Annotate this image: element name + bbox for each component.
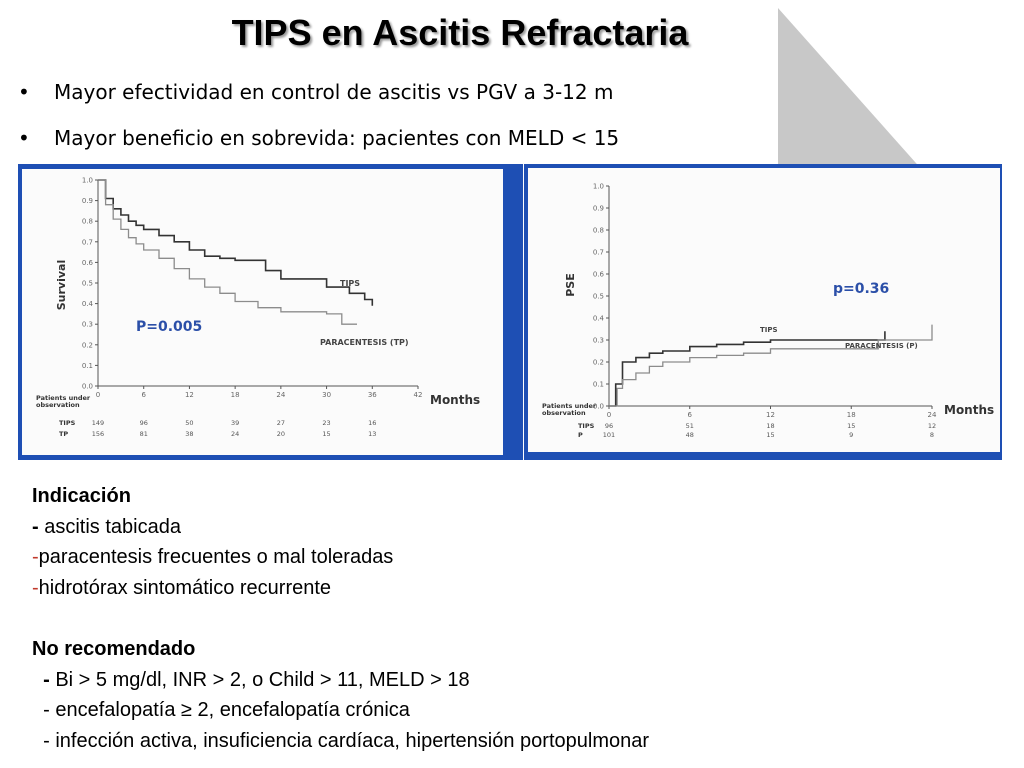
- risk-table-value: 27: [276, 419, 285, 427]
- risk-table-header: Patients under: [36, 394, 91, 402]
- risk-table-value: 9: [849, 431, 854, 439]
- chart-panel-pse: [524, 164, 1002, 460]
- risk-table-row-label: TIPS: [59, 419, 76, 427]
- risk-table-value: 48: [685, 431, 694, 439]
- y-tick-label: 0.6: [592, 270, 604, 279]
- indicacion-item: [32, 542, 649, 573]
- risk-table-value: 8: [929, 431, 935, 439]
- y-tick-label: 0.5: [81, 279, 93, 288]
- x-tick-label: 0: [95, 391, 101, 399]
- y-tick-label: 0.8: [592, 226, 604, 235]
- no-recomendado-text: Bi > 5 mg/dl, INR > 2, o Child > 11, MELD > 18: [55, 668, 470, 691]
- p-value-annotation: p=0.36: [833, 281, 890, 297]
- dash: -: [32, 576, 39, 599]
- risk-table-value: 149: [91, 419, 105, 427]
- y-tick-label: 0.2: [81, 341, 93, 350]
- spacer: [32, 603, 649, 634]
- x-tick-label: 42: [413, 391, 423, 399]
- y-tick-label: 0.0: [81, 382, 93, 391]
- risk-table-value: 13: [368, 430, 377, 438]
- risk-table-value: 16: [368, 419, 377, 427]
- chart-panel-survival: [18, 164, 523, 460]
- indicacion-text: ascitis tabicada: [44, 515, 181, 538]
- y-tick-label: 0.3: [592, 336, 604, 345]
- series-label: PARACENTESIS (P): [845, 342, 918, 350]
- risk-table-value: 15: [766, 431, 775, 439]
- y-tick-label: 0.9: [81, 197, 93, 206]
- risk-table-value: 38: [185, 430, 194, 438]
- dash: -: [32, 729, 56, 752]
- risk-table-value: 18: [766, 422, 775, 430]
- pse-chart: [524, 164, 1002, 460]
- risk-table-value: 96: [604, 422, 614, 430]
- risk-table-value: 15: [322, 430, 331, 438]
- risk-table-value: 12: [927, 422, 937, 430]
- y-tick-label: 0.0: [592, 402, 604, 411]
- y-tick-label: 0.4: [81, 300, 93, 309]
- y-axis-label: Survival: [55, 259, 68, 311]
- risk-table-value: 96: [139, 419, 148, 427]
- bullet-dot-icon: •: [18, 126, 30, 150]
- risk-table-value: 15: [847, 422, 856, 430]
- x-tick-label: 0: [606, 411, 612, 419]
- no-recomendado-heading: No recomendado: [32, 638, 196, 660]
- x-tick-label: 18: [846, 411, 856, 419]
- y-tick-label: 0.6: [81, 258, 93, 267]
- risk-table-value: 156: [91, 430, 105, 438]
- y-tick-label: 0.4: [592, 314, 604, 323]
- indicacion-item: [32, 573, 649, 604]
- y-tick-label: 1.0: [81, 176, 93, 185]
- y-tick-label: 0.1: [81, 361, 93, 370]
- y-tick-label: 0.7: [592, 248, 604, 257]
- x-tick-label: 30: [322, 391, 332, 399]
- y-tick-label: 0.2: [592, 358, 604, 367]
- indicacion-item: [32, 512, 649, 543]
- risk-table-header: observation: [36, 401, 80, 409]
- y-tick-label: 0.1: [592, 380, 604, 389]
- risk-table-value: 23: [322, 419, 331, 427]
- risk-table-row-label: TP: [59, 430, 69, 438]
- bullet-text: Mayor beneficio en sobrevida: pacientes con MELD < 15: [54, 126, 620, 150]
- series-label: TIPS: [760, 326, 778, 334]
- indicacion-text: hidrotórax sintomático recurrente: [38, 576, 332, 599]
- risk-table-value: 81: [139, 430, 148, 438]
- risk-table-value: 51: [685, 422, 694, 430]
- x-tick-label: 6: [687, 411, 692, 419]
- dash: -: [32, 699, 56, 721]
- risk-table-value: 39: [231, 419, 240, 427]
- y-tick-label: 0.7: [81, 238, 93, 247]
- risk-table-value: 24: [231, 430, 240, 438]
- indicacion-heading: Indicación: [32, 485, 131, 507]
- dash: -: [32, 546, 39, 568]
- bullet-item: [18, 76, 619, 122]
- x-axis-label: Months: [944, 403, 995, 417]
- risk-table-value: 101: [602, 431, 616, 439]
- slide-title: TIPS en Ascitis Refractaria: [231, 12, 689, 53]
- bullet-list: [18, 76, 619, 168]
- no-recomendado-item: [32, 695, 649, 726]
- survival-chart: [18, 164, 523, 460]
- bullet-dot-icon: •: [18, 80, 30, 104]
- chart-background: [22, 169, 503, 455]
- y-tick-label: 0.5: [592, 292, 604, 301]
- x-axis-label: Months: [430, 393, 481, 407]
- y-tick-label: 0.3: [81, 320, 93, 329]
- risk-table-header: observation: [542, 409, 586, 417]
- no-recomendado-item: [32, 665, 649, 696]
- x-tick-label: 12: [766, 411, 775, 419]
- notes-block: [32, 481, 649, 756]
- bullet-item: [18, 122, 619, 168]
- no-recomendado-text: infección activa, insuficiencia cardíaca, hipertensión portopulmonar: [55, 729, 650, 752]
- x-tick-label: 18: [230, 391, 240, 399]
- no-recomendado-item: [32, 726, 649, 757]
- risk-table-header: Patients under: [542, 402, 597, 410]
- risk-table-row-label: TIPS: [578, 422, 595, 430]
- p-value-annotation: P=0.005: [136, 319, 203, 335]
- x-tick-label: 12: [184, 391, 194, 399]
- y-tick-label: 0.9: [592, 204, 604, 213]
- x-tick-label: 24: [276, 391, 286, 399]
- y-axis-label: PSE: [564, 273, 577, 297]
- x-tick-label: 24: [927, 411, 937, 419]
- dash: -: [32, 515, 45, 538]
- x-tick-label: 6: [141, 391, 146, 399]
- series-label: TIPS: [340, 279, 361, 288]
- risk-table-value: 20: [276, 430, 285, 438]
- x-tick-label: 36: [367, 391, 377, 399]
- y-tick-label: 1.0: [592, 182, 604, 191]
- dash: -: [32, 668, 56, 691]
- bullet-text: Mayor efectividad en control de ascitis vs PGV a 3-12 m: [54, 80, 614, 104]
- risk-table-row-label: P: [578, 431, 583, 439]
- series-label: PARACENTESIS (TP): [320, 338, 409, 347]
- risk-table-value: 50: [185, 419, 194, 427]
- no-recomendado-text: encefalopatía ≥ 2, encefalopatía crónica: [55, 699, 410, 721]
- indicacion-text: paracentesis frecuentes o mal toleradas: [38, 546, 394, 568]
- y-tick-label: 0.8: [81, 217, 93, 226]
